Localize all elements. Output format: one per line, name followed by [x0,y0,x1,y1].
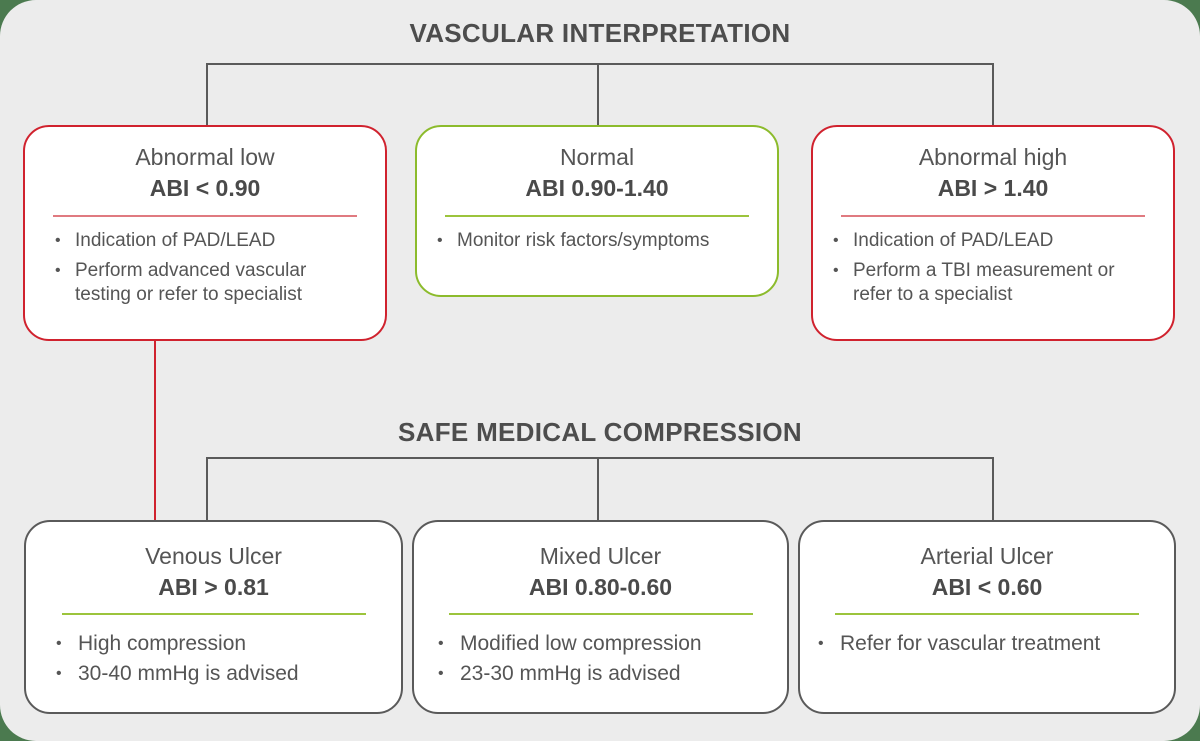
normal-box [415,125,779,297]
divider [62,613,366,615]
abi-range: ABI < 0.60 [931,574,1043,600]
safe-medical-compression-title: SAFE MEDICAL COMPRESSION [398,417,802,447]
divider [445,215,749,217]
bullet-item: • Perform advanced vascular testing or refer to specialist [55,259,365,307]
mixed-ulcer-box [412,520,789,714]
abi-range: ABI > 0.81 [158,574,269,600]
abi-range: ABI > 1.40 [937,175,1049,201]
connector-horizontal-bottom [206,457,994,459]
box-name: Normal [559,144,635,170]
box-name: Abnormal high [918,144,1068,170]
bullet-item: • Indication of PAD/LEAD [833,229,1153,253]
bullet-list [55,229,365,307]
divider [841,215,1145,217]
bullet-item: • 30-40 mmHg is advised [56,659,401,689]
box-name: Abnormal low [135,144,275,170]
abi-range: ABI 0.90-1.40 [525,175,669,201]
vascular-interpretation-title: VASCULAR INTERPRETATION [409,18,791,48]
connector-to-abnormal-low [206,63,208,125]
bullet-list [818,629,1174,659]
abnormal-low-box [23,125,387,341]
bullet-item: • Perform a TBI measurement or refer to a specialist [833,259,1153,307]
connector-to-normal [597,63,599,125]
bullet-list [56,629,401,689]
bullet-list [437,229,767,253]
divider [835,613,1139,615]
abi-range: ABI < 0.90 [149,175,261,201]
connector-to-arterial [992,457,994,520]
divider [449,613,753,615]
bullet-item: • Modified low compression [438,629,787,659]
box-name: Mixed Ulcer [539,543,662,569]
venous-ulcer-box [24,520,403,714]
connector-to-venous [206,457,208,520]
arterial-ulcer-box [798,520,1176,714]
bullet-item: • Monitor risk factors/symptoms [437,229,767,253]
connector-to-mixed [597,457,599,520]
bullet-list [833,229,1153,307]
bullet-item: • High compression [56,629,401,659]
bullet-item: • Indication of PAD/LEAD [55,229,365,253]
abnormal-high-box [811,125,1175,341]
connector-horizontal-top [206,63,994,65]
box-name: Arterial Ulcer [920,543,1054,569]
bullet-list [438,629,787,689]
bullet-item: • 23-30 mmHg is advised [438,659,787,689]
box-name: Venous Ulcer [145,543,282,569]
divider [53,215,357,217]
connector-to-abnormal-high [992,63,994,125]
bullet-item: • Refer for vascular treatment [818,629,1174,659]
abi-range: ABI 0.80-0.60 [528,574,673,600]
